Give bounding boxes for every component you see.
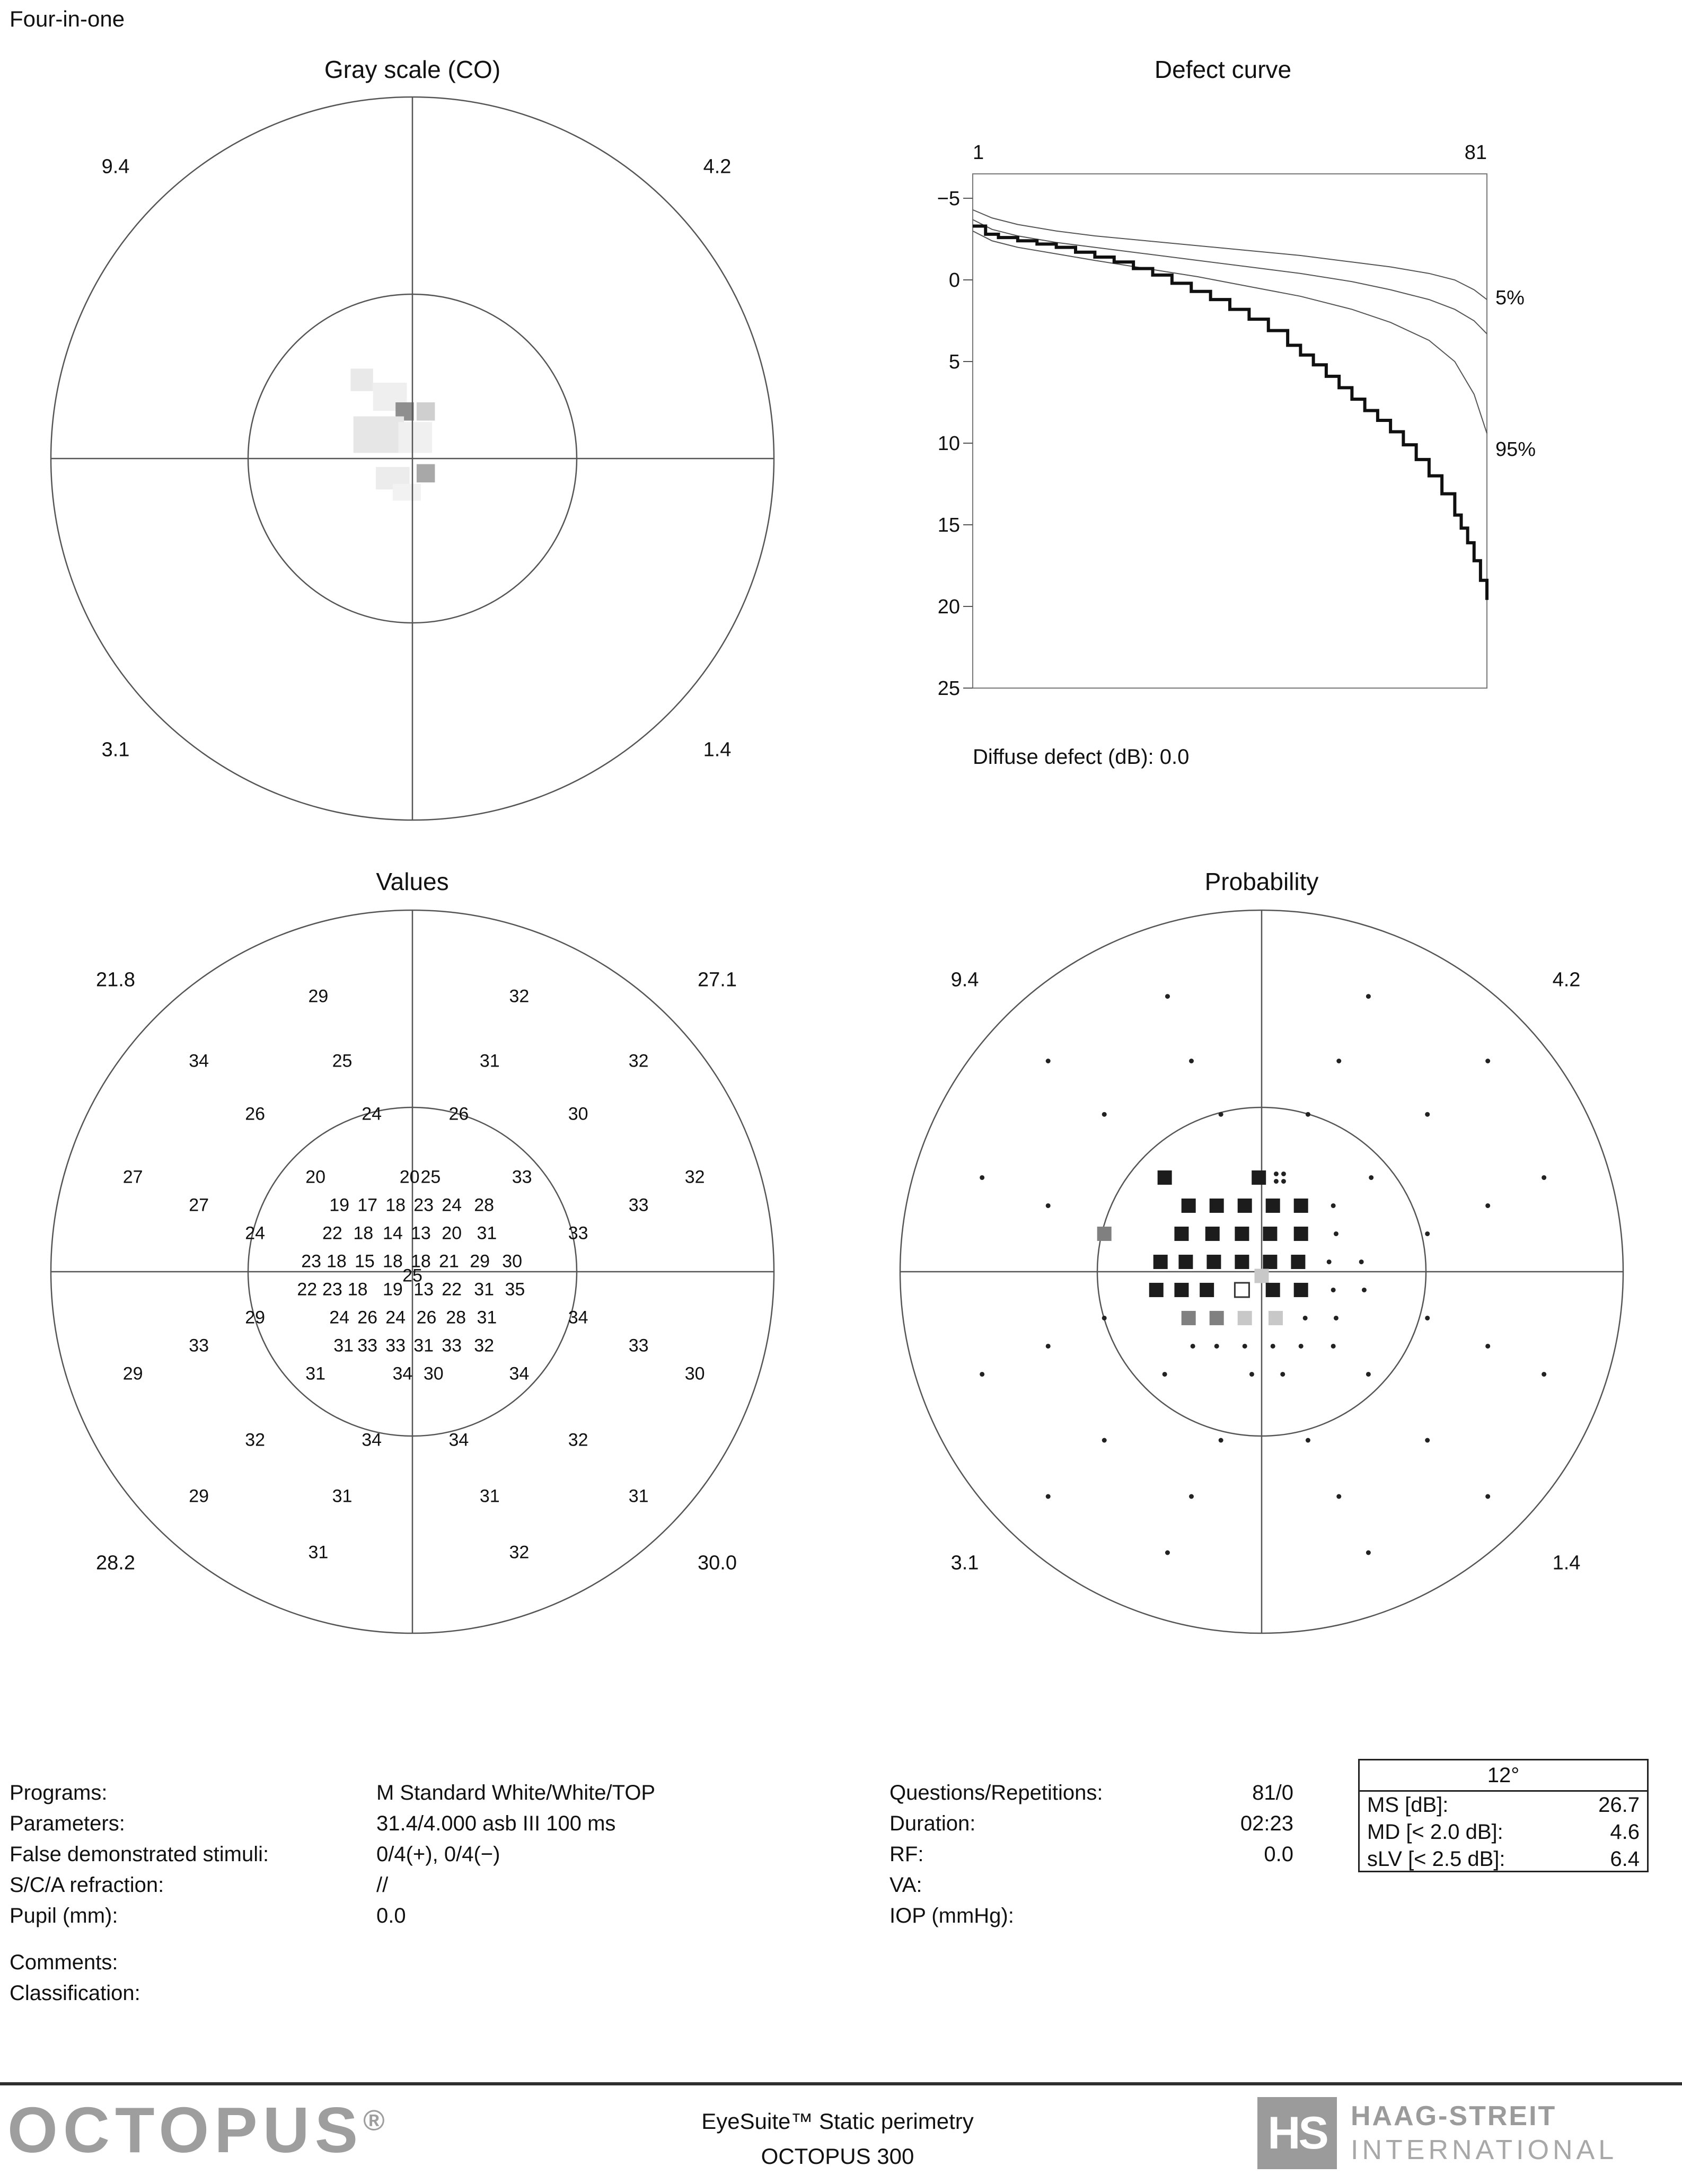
value-point: 34 (392, 1363, 413, 1384)
octopus-logo (7, 2093, 390, 2167)
value-point: 25 (402, 1265, 422, 1286)
value-point: 26 (245, 1104, 266, 1124)
value-point: 31 (305, 1363, 326, 1384)
footer-divider (0, 2082, 1682, 2085)
y-tick-label: 0 (948, 269, 960, 292)
y-tick-label: 20 (937, 596, 960, 618)
grayscale-plot (41, 87, 783, 830)
comments-label: Comments: (10, 1951, 118, 1974)
percentile-95-label: 95% (1495, 438, 1536, 461)
value-point: 31 (308, 1542, 329, 1563)
value-point: 34 (568, 1307, 588, 1328)
value-point: 32 (509, 1542, 530, 1563)
md-label: MD [< 2.0 dB]: (1367, 1820, 1503, 1844)
value-point: 32 (509, 986, 530, 1007)
probability-corner-label: 1.4 (1552, 1552, 1581, 1574)
octopus-logo-text: OCTOPUS (7, 2094, 364, 2166)
va-label: VA: (890, 1873, 922, 1897)
value-point: 32 (568, 1430, 588, 1450)
slv-value: 6.4 (1610, 1847, 1640, 1871)
value-point: 27 (189, 1195, 209, 1216)
classification-label: Classification: (10, 1982, 140, 2005)
ms-label: MS [dB]: (1367, 1793, 1449, 1817)
value-point: 33 (189, 1335, 209, 1356)
defect-curve-title: Defect curve (1154, 56, 1292, 83)
probability-plot (891, 901, 1633, 1643)
grayscale-title: Gray scale (CO) (324, 56, 501, 83)
value-point: 27 (122, 1167, 143, 1187)
probability-symbols (980, 994, 1546, 1555)
value-point: 33 (442, 1335, 462, 1356)
value-point: 29 (470, 1251, 490, 1272)
y-tick-label: 25 (937, 677, 960, 700)
haag-streit-monogram-icon: HS (1257, 2097, 1337, 2169)
value-point: 32 (474, 1335, 495, 1356)
values-corner-label: 21.8 (96, 968, 135, 991)
md-value: 4.6 (1610, 1820, 1640, 1844)
value-point: 20 (399, 1167, 420, 1187)
value-point: 34 (189, 1051, 209, 1071)
value-point: 13 (410, 1223, 431, 1244)
grayscale-blob (350, 368, 435, 500)
value-point: 25 (420, 1167, 441, 1187)
refraction-value: // (376, 1873, 389, 1897)
value-point: 24 (245, 1223, 266, 1244)
value-point: 23 (322, 1279, 342, 1300)
values-numbers (41, 901, 783, 1643)
questions-value: 81/0 (1252, 1781, 1293, 1804)
programs-value: M Standard White/White/TOP (376, 1781, 656, 1804)
footer-product-line1: EyeSuite™ Static perimetry (701, 2109, 974, 2134)
value-point: 18 (385, 1195, 406, 1216)
value-point: 18 (382, 1251, 403, 1272)
value-point: 34 (448, 1430, 469, 1450)
value-point: 22 (322, 1223, 342, 1244)
value-point: 18 (326, 1251, 347, 1272)
y-tick-label: 5 (948, 351, 960, 373)
value-point: 26 (357, 1307, 378, 1328)
y-tick-label: −5 (937, 188, 960, 210)
value-point: 24 (442, 1195, 462, 1216)
value-point: 26 (416, 1307, 437, 1328)
value-point: 23 (413, 1195, 434, 1216)
values-title: Values (376, 868, 449, 895)
value-point: 31 (332, 1486, 353, 1507)
value-point: 14 (382, 1223, 403, 1244)
haag-streit-international: INTERNATIONAL (1351, 2135, 1618, 2165)
value-point: 28 (474, 1195, 495, 1216)
false-stimuli-label: False demonstrated stimuli: (10, 1843, 269, 1866)
value-point: 30 (423, 1363, 444, 1384)
value-point: 35 (505, 1279, 525, 1300)
parameters-label: Parameters: (10, 1812, 125, 1835)
defect-y-ticks (963, 198, 973, 688)
slv-label: sLV [< 2.5 dB]: (1367, 1847, 1505, 1871)
value-point: 33 (385, 1335, 406, 1356)
probability-chart (891, 901, 1633, 1643)
value-point: 25 (332, 1051, 353, 1071)
y-tick-label: 15 (937, 514, 960, 536)
value-point: 18 (410, 1251, 431, 1272)
value-point: 31 (413, 1335, 434, 1356)
x-end-label: 81 (1464, 142, 1487, 164)
false-stimuli-value: 0/4(+), 0/4(−) (376, 1843, 500, 1866)
probability-corner-label: 3.1 (950, 1552, 979, 1574)
probability-corner-label: 4.2 (1552, 968, 1581, 991)
iop-label: IOP (mmHg): (890, 1904, 1014, 1927)
value-point: 29 (245, 1307, 266, 1328)
value-point: 24 (385, 1307, 406, 1328)
value-point: 23 (301, 1251, 322, 1272)
value-point: 32 (245, 1430, 266, 1450)
rf-label: RF: (890, 1843, 924, 1866)
value-point: 18 (347, 1279, 368, 1300)
parameters-value: 31.4/4.000 asb III 100 ms (376, 1812, 616, 1835)
value-point: 31 (477, 1223, 497, 1244)
grayscale-corner-label: 1.4 (703, 738, 732, 761)
value-point: 19 (382, 1279, 403, 1300)
value-point: 31 (479, 1051, 500, 1071)
duration-value: 02:23 (1240, 1812, 1293, 1835)
value-point: 24 (362, 1104, 382, 1124)
footer-product-line2: OCTOPUS 300 (761, 2144, 914, 2169)
value-point: 29 (189, 1486, 209, 1507)
field-size-header: 12° (1360, 1760, 1647, 1792)
stats-box (1358, 1759, 1649, 1872)
value-point: 34 (362, 1430, 382, 1450)
probability-title: Probability (1204, 868, 1319, 895)
rf-value: 0.0 (1264, 1843, 1293, 1866)
haag-streit-name: HAAG-STREIT (1351, 2101, 1557, 2132)
x-start-label: 1 (973, 142, 984, 164)
value-point: 31 (474, 1279, 495, 1300)
value-point: 18 (353, 1223, 374, 1244)
value-point: 32 (628, 1051, 649, 1071)
value-point: 30 (684, 1363, 705, 1384)
values-corner-label: 30.0 (698, 1552, 737, 1574)
value-point: 33 (628, 1335, 649, 1356)
duration-label: Duration: (890, 1812, 976, 1835)
pupil-label: Pupil (mm): (10, 1904, 118, 1927)
value-point: 29 (308, 986, 329, 1007)
value-point: 15 (354, 1251, 375, 1272)
values-corner-label: 27.1 (698, 968, 737, 991)
value-point: 22 (297, 1279, 318, 1300)
refraction-label: S/C/A refraction: (10, 1873, 164, 1897)
grayscale-corner-label: 4.2 (703, 155, 732, 178)
value-point: 33 (568, 1223, 588, 1244)
value-point: 33 (357, 1335, 378, 1356)
value-point: 33 (628, 1195, 649, 1216)
value-point: 19 (329, 1195, 350, 1216)
grayscale-corner-label: 3.1 (101, 738, 130, 761)
percentile-5-label: 5% (1495, 287, 1525, 309)
questions-label: Questions/Repetitions: (890, 1781, 1103, 1804)
value-point: 32 (684, 1167, 705, 1187)
defect-curve-chart (909, 137, 1577, 730)
registered-mark: ® (363, 2103, 390, 2137)
values-plot (41, 901, 783, 1643)
pupil-value: 0.0 (376, 1904, 406, 1927)
value-point: 22 (442, 1279, 462, 1300)
value-point: 24 (329, 1307, 350, 1328)
value-point: 20 (305, 1167, 326, 1187)
programs-label: Programs: (10, 1781, 108, 1804)
grayscale-chart (41, 87, 783, 830)
value-point: 30 (568, 1104, 588, 1124)
value-point: 29 (122, 1363, 143, 1384)
value-point: 26 (448, 1104, 469, 1124)
value-point: 28 (446, 1307, 466, 1328)
value-point: 34 (509, 1363, 530, 1384)
value-point: 20 (442, 1223, 462, 1244)
value-point: 31 (333, 1335, 354, 1356)
values-corner-label: 28.2 (96, 1552, 135, 1574)
value-point: 33 (512, 1167, 532, 1187)
diffuse-defect-text: Diffuse defect (dB): 0.0 (973, 745, 1190, 769)
value-point: 31 (628, 1486, 649, 1507)
page-title: Four-in-one (10, 6, 125, 31)
value-point: 31 (477, 1307, 497, 1328)
probability-corner-label: 9.4 (950, 968, 979, 991)
value-point: 31 (479, 1486, 500, 1507)
grayscale-corner-label: 9.4 (101, 155, 130, 178)
value-point: 17 (357, 1195, 378, 1216)
y-tick-label: 10 (937, 433, 960, 455)
value-point: 30 (502, 1251, 523, 1272)
value-point: 13 (413, 1279, 434, 1300)
ms-value: 26.7 (1598, 1793, 1640, 1817)
value-point: 21 (438, 1251, 459, 1272)
